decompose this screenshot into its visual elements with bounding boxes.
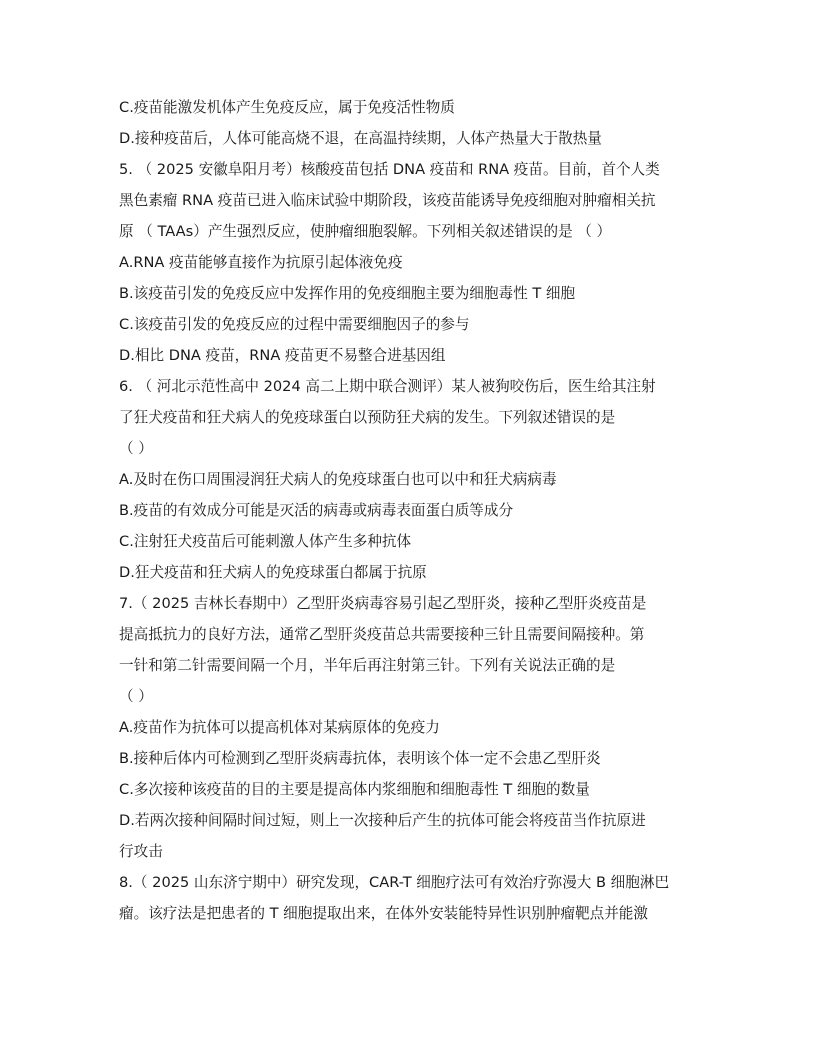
question-7-stem: 7.（ 2025 吉林长春期中）乙型肝炎病毒容易引起乙型肝炎，接种乙型肝炎疫苗是 <box>119 595 647 612</box>
option-d-q4: D.接种疫苗后，人体可能高烧不退，在高温持续期，人体产热量大于散热量 <box>119 130 602 147</box>
option-b-q6: B.疫苗的有效成分可能是灭活的病毒或病毒表面蛋白质等成分 <box>119 502 514 519</box>
question-7-stem-cont: 提高抵抗力的良好方法，通常乙型肝炎疫苗总共需要接种三针且需要间隔接种。第 <box>119 626 645 643</box>
question-7-stem-cont: 一针和第二针需要间隔一个月，半年后再注射第三针。下列有关说法正确的是 <box>119 657 616 674</box>
option-d-q5: D.相比 DNA 疫苗，RNA 疫苗更不易整合进基因组 <box>119 347 446 364</box>
question-text-block <box>119 92 701 929</box>
question-6-answer-blank: （ ） <box>119 440 153 457</box>
question-5-stem: 5. （ 2025 安徽阜阳月考）核酸疫苗包括 DNA 疫苗和 RNA 疫苗。目前，首个人类 <box>119 161 660 178</box>
option-c-q7: C.多次接种该疫苗的目的主要是提高体内浆细胞和细胞毒性 T 细胞的数量 <box>119 781 590 798</box>
option-c-q4: C.疫苗能激发机体产生免疫反应，属于免疫活性物质 <box>119 99 455 116</box>
option-a-q6: A.及时在伤口周围浸润狂犬病人的免疫球蛋白也可以中和狂犬病病毒 <box>119 471 557 488</box>
question-8-stem-cont: 瘤。该疗法是把患者的 T 细胞提取出来，在体外安装能特异性识别肿瘤靶点并能激 <box>119 905 648 922</box>
question-6-stem: 6. （ 河北示范性高中 2024 高二上期中联合测评）某人被狗咬伤后，医生给其注射 <box>119 378 656 395</box>
question-6-stem-cont: 了狂犬疫苗和狂犬病人的免疫球蛋白以预防狂犬病的发生。下列叙述错误的是 <box>119 409 616 426</box>
option-c-q5: C.该疫苗引发的免疫反应的过程中需要细胞因子的参与 <box>119 316 470 333</box>
option-a-q5: A.RNA 疫苗能够直接作为抗原引起体液免疫 <box>119 254 403 271</box>
question-8-stem: 8.（ 2025 山东济宁期中）研究发现，CAR-T 细胞疗法可有效治疗弥漫大 B 细胞淋巴 <box>119 874 670 891</box>
option-b-q5: B.该疫苗引发的免疫反应中发挥作用的免疫细胞主要为细胞毒性 T 细胞 <box>119 285 576 302</box>
option-a-q7: A.疫苗作为抗体可以提高机体对某病原体的免疫力 <box>119 719 440 736</box>
option-d-q7: D.若两次接种间隔时间过短，则上一次接种后产生的抗体可能会将疫苗当作抗原进 <box>119 812 646 829</box>
question-5-stem-cont: 黑色素瘤 RNA 疫苗已进入临床试验中期阶段，该疫苗能诱导免疫细胞对肿瘤相关抗 <box>119 192 656 209</box>
option-d-q7-cont: 行攻击 <box>119 843 163 860</box>
option-d-q6: D.狂犬疫苗和狂犬病人的免疫球蛋白都属于抗原 <box>119 564 427 581</box>
question-5-stem-cont: 原 （ TAAs）产生强烈反应，使肿瘤细胞裂解。下列相关叙述错误的是 （ ） <box>119 223 612 240</box>
option-b-q7: B.接种后体内可检测到乙型肝炎病毒抗体，表明该个体一定不会患乙型肝炎 <box>119 750 601 767</box>
option-c-q6: C.注射狂犬疫苗后可能刺激人体产生多种抗体 <box>119 533 412 550</box>
question-7-answer-blank: （ ） <box>119 688 153 705</box>
